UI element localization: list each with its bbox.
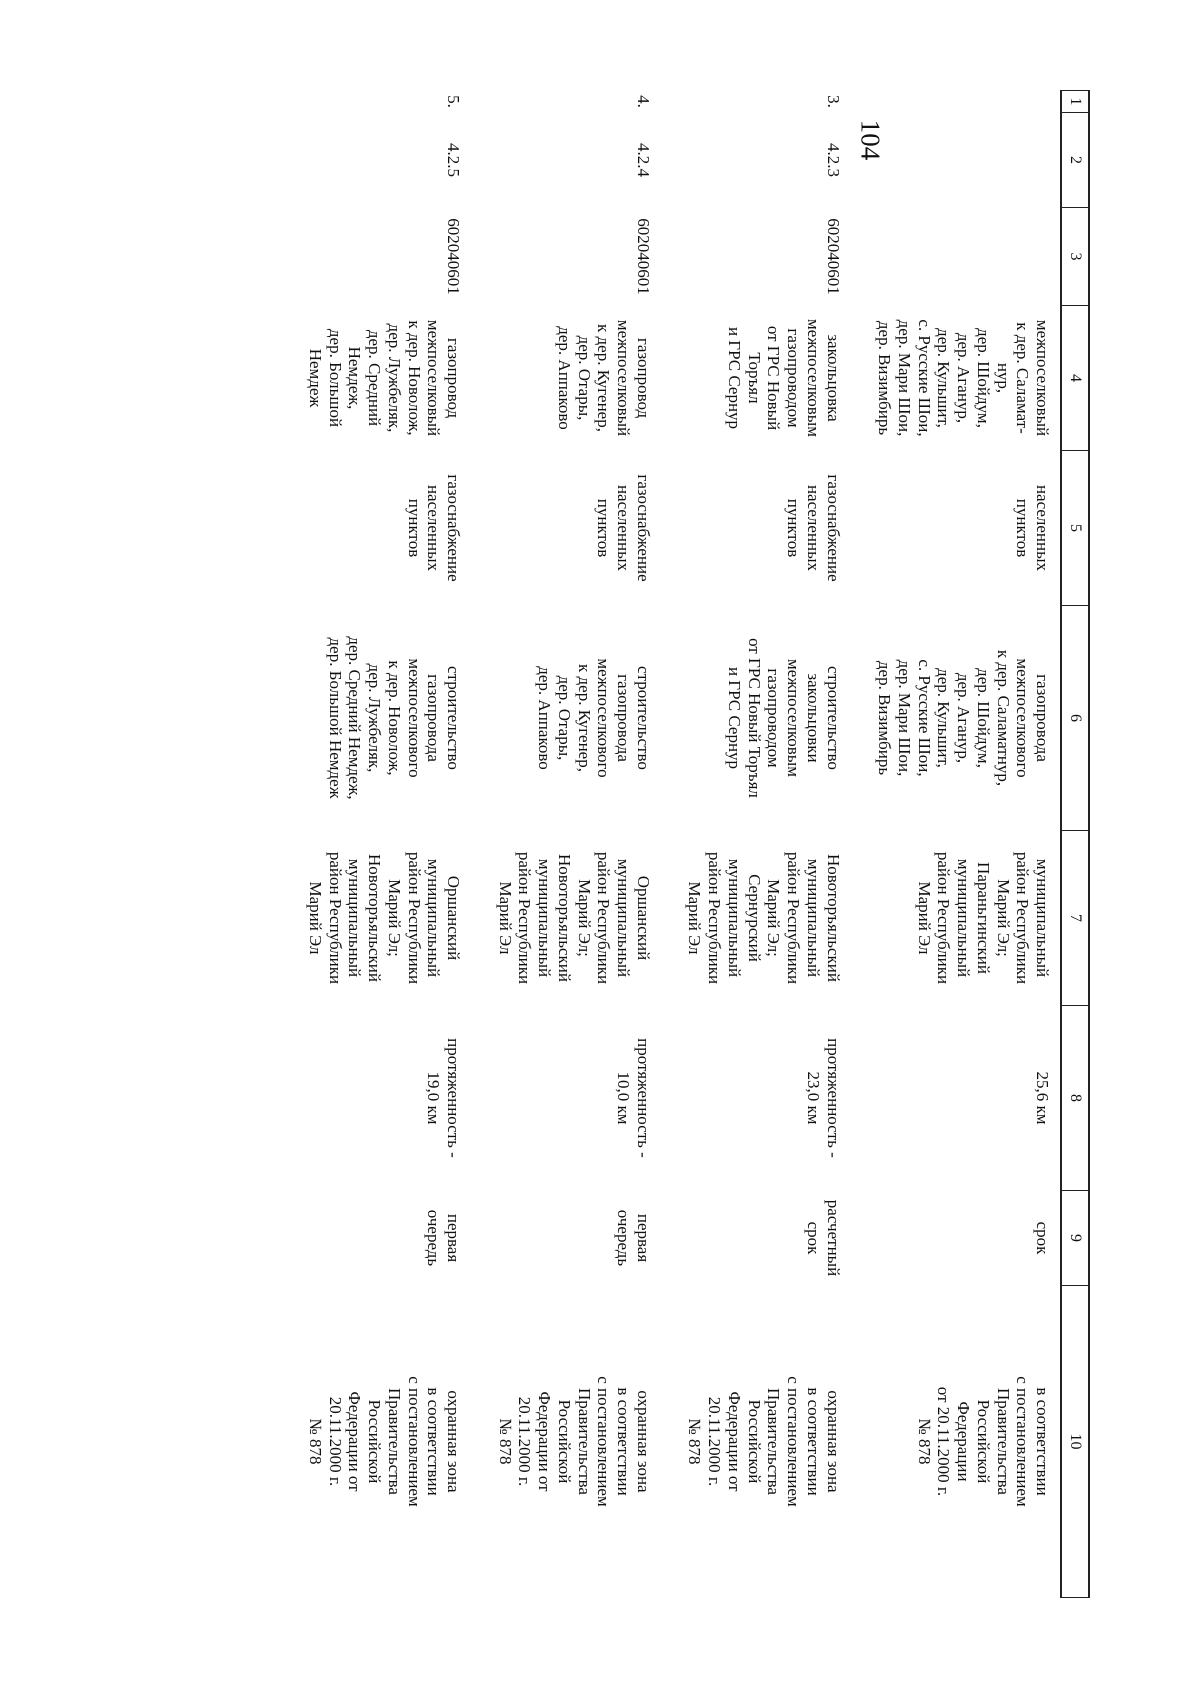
column-header: 1	[1061, 91, 1089, 113]
zone-regulation: охранная зона в соответствии с постановлением Правительства Российской Федерации от 20.11.2000 г. № 878	[495, 1376, 653, 1507]
object-length: 25,6 км	[1033, 1071, 1052, 1125]
column-header: 6	[1061, 606, 1089, 831]
object-length: протяженность - 23,0 км	[803, 1038, 843, 1158]
table-row	[281, 91, 471, 1598]
object-location: Новоторъяльский муниципальный район Республики Марий Эл; Сернурский муниципальный район Республики Марий Эл	[685, 851, 843, 985]
object-name: закольцовка межпоселковым газопроводом от ГРС Новый Торъял и ГРС Сернур	[724, 319, 843, 437]
object-location: муниципальный район Республики Марий Эл; Параньгинский муниципальный район Республики Марий Эл	[914, 851, 1052, 985]
rotated-table-wrapper	[200, 90, 1090, 1597]
column-header: 2	[1061, 113, 1089, 208]
object-description: строительство газопровода межпоселкового к дер. Новолож, дер. Лужбеляк, дер. Средний Немдеж, дер. Большой Немдеж	[325, 636, 464, 800]
table-row	[851, 91, 1061, 1598]
item-code: 4.2.5	[444, 143, 464, 177]
column-header: 3	[1061, 208, 1089, 306]
row-number: 4.	[633, 95, 653, 108]
column-header: 9	[1061, 1191, 1089, 1286]
classifier-code	[851, 208, 1061, 306]
table-row	[471, 91, 661, 1598]
zone-regulation: охранная зона в соответствии с постановлением Правительства Российской Федерации от 20.11.2000 г. № 878	[306, 1376, 464, 1507]
object-length: протяженность - 19,0 км	[424, 1038, 464, 1158]
zone-regulation: в соответствии с постановлением Правительства Российской Федерации от 20.11.2000 г. № 878	[914, 1376, 1052, 1507]
object-purpose: газоснабжение населенных пунктов	[784, 474, 843, 582]
column-number-row	[1061, 91, 1089, 1598]
document-table	[281, 90, 1090, 1598]
row-number: 3.	[823, 95, 843, 108]
object-name: межпоселковый к дер. Саламат- нур, дер. Шойдум, дер. Аганур, дер. Кульшит, с. Русские Шои, дер. Мари Шои, дер. Визимбирь	[875, 319, 1052, 437]
column-header: 8	[1061, 1006, 1089, 1191]
object-name: газопровод межпоселковый к дер. Кугенер, дер. Отары, дер. Аппаково	[554, 319, 653, 437]
object-description: газопровода межпоселкового к дер. Саламатнур, дер. Шойдум, дер. Аганур, дер. Кульшит, с. Русские Шои, дер. Мари Шои, дер. Визимбирь	[875, 649, 1052, 787]
column-header: 5	[1061, 451, 1089, 606]
column-header: 10	[1061, 1286, 1089, 1598]
row-number: 5.	[444, 95, 464, 108]
column-header: 7	[1061, 831, 1089, 1006]
object-purpose: газоснабжение населенных пунктов	[594, 474, 653, 582]
object-location: Оршанский муниципальный район Республики Марий Эл; Новоторъяльский муниципальный район Республики Марий Эл	[306, 851, 464, 985]
object-location: Оршанский муниципальный район Республики Марий Эл; Новоторъяльский муниципальный район Республики Марий Эл	[495, 851, 653, 985]
implementation-stage: первая очередь	[614, 1209, 653, 1267]
table-row	[661, 91, 851, 1598]
implementation-stage: расчетный срок	[803, 1199, 843, 1277]
classifier-code: 602040601	[823, 218, 843, 295]
classifier-code: 602040601	[444, 218, 464, 295]
implementation-stage: срок	[1033, 1221, 1052, 1255]
item-code	[851, 113, 1061, 208]
object-purpose: газоснабжение населенных пунктов	[404, 474, 464, 582]
object-length: протяженность - 10,0 км	[614, 1038, 653, 1158]
item-code: 4.2.4	[633, 143, 653, 177]
object-description: строительство газопровода межпоселкового к дер. Кугенер, дер. Отары, дер. Аппаково	[535, 658, 653, 778]
zone-regulation: охранная зона в соответствии с постановлением Правительства Российской Федерации от 20.11.2000 г. № 878	[685, 1376, 843, 1507]
row-number	[851, 91, 1061, 113]
column-header: 4	[1061, 306, 1089, 451]
object-description: строительство закольцовки межпоселковым газопроводом от ГРС Новый Торъял и ГРС Сернур	[724, 638, 843, 798]
object-purpose: населенных пунктов	[1013, 484, 1052, 572]
classifier-code: 602040601	[633, 218, 653, 295]
item-code: 4.2.3	[823, 143, 843, 177]
implementation-stage: первая очередь	[424, 1209, 464, 1267]
page-number: 104	[855, 119, 886, 161]
object-name: газопровод межпоселковый к дер. Новолож, дер. Лужбеляк, дер. Средний Немдеж, дер. Большой Немдеж	[306, 319, 464, 437]
